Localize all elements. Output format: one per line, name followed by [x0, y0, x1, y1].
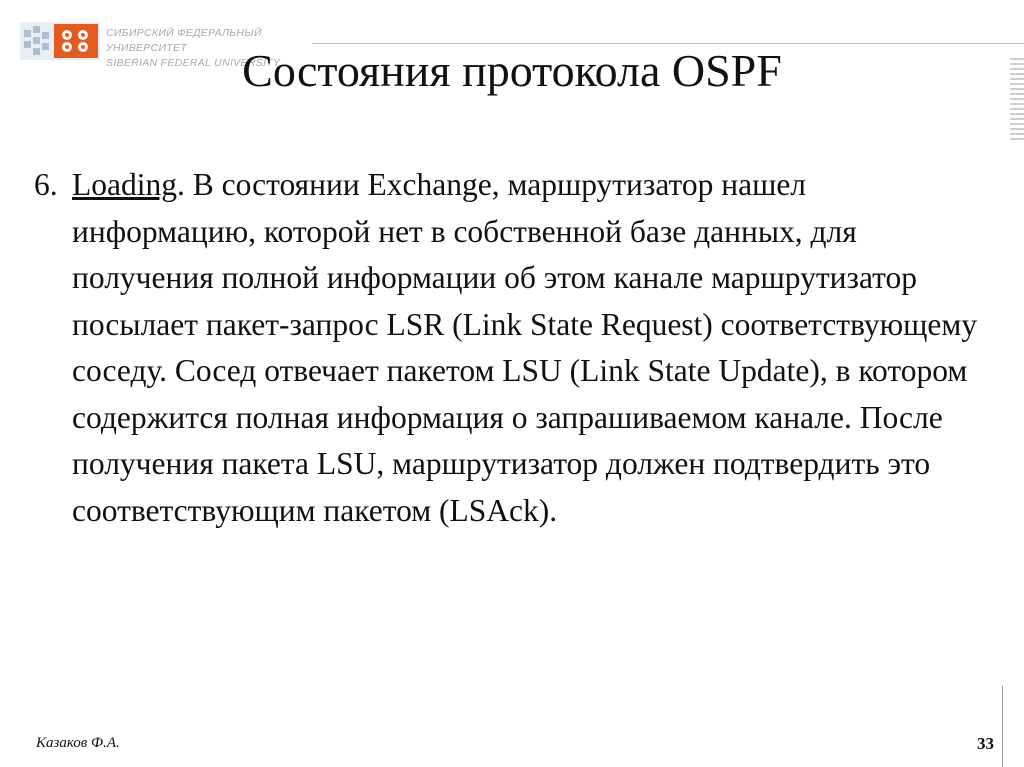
item-number: 6. [34, 167, 58, 202]
page-number: 33 [977, 734, 994, 753]
university-name-ru: СИБИРСКИЙ ФЕДЕРАЛЬНЫЙ УНИВЕРСИТЕТ [106, 27, 262, 54]
slide-title: Состояния протокола OSPF [242, 45, 782, 96]
university-name-en: SIBERIAN FEDERAL UNIVERSITY [106, 57, 281, 69]
footer-rule [1002, 686, 1003, 767]
item-text [72, 162, 996, 534]
footer-author: Казаков Ф.А. [36, 735, 120, 751]
item-description: . В состоянии Exchange, маршрутизатор нашел информацию, которой нет в собственной базе данных, для получения полной информации об этом канале маршрутизатор посылает пакет-запрос LSR (Link State Request) соответствующему соседу. Сосед отвечает пакетом LSU (Link State Update), в котором содержится полная информация о запрашиваемом канале. После получения пакета LSU, маршрутизатор должен подтвердить это соответствующим пакетом (LSAck). [72, 167, 978, 528]
list-item [34, 162, 996, 534]
item-keyword: Loading [72, 167, 177, 202]
slide-body [34, 162, 996, 534]
